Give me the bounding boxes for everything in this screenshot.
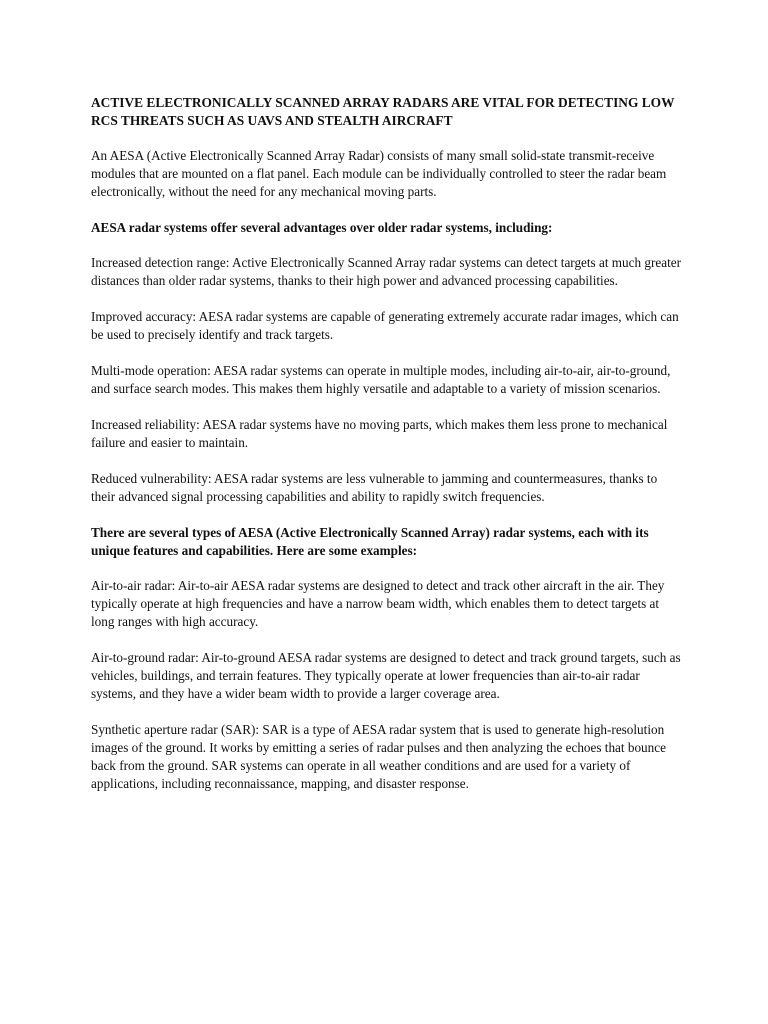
advantage-multi-mode-operation: Multi-mode operation: AESA radar systems can operate in multiple modes, including air-to-air, air-to-ground, and surface search modes. This makes them highly versatile and adaptable to a variety of mission scenarios. [91, 363, 671, 396]
advantage-reduced-vulnerability: Reduced vulnerability: AESA radar systems are less vulnerable to jamming and countermeasures, thanks to their advanced signal processing capabilities and ability to rapidly switch frequencies. [91, 471, 658, 504]
type-air-to-air-radar: Air-to-air radar: Air-to-air AESA radar systems are designed to detect and track other aircraft in the air. They typically operate at high frequencies and have a narrow beam width, which enables them to detect targets at long ranges with high accuracy. [91, 578, 665, 629]
document-title: ACTIVE ELECTRONICALLY SCANNED ARRAY RADARS ARE VITAL FOR DETECTING LOW RCS THREATS SUCH AS UAVS AND STEALTH AIRCRAFT [91, 95, 675, 128]
types-heading: There are several types of AESA (Active Electronically Scanned Array) radar systems, each with its unique features and capabilities. Here are some examples: [91, 525, 649, 558]
type-air-to-ground-radar: Air-to-ground radar: Air-to-ground AESA radar systems are designed to detect and track ground targets, such as vehicles, buildings, and terrain features. They typically operate at lower frequencies than air-to-air radar systems, and they have a wider beam width to provide a larger coverage area. [91, 650, 681, 701]
advantage-increased-reliability: Increased reliability: AESA radar systems have no moving parts, which makes them less prone to mechanical failure and easier to maintain. [91, 417, 668, 450]
advantage-improved-accuracy: Improved accuracy: AESA radar systems are capable of generating extremely accurate radar images, which can be used to precisely identify and track targets. [91, 309, 679, 342]
document-body [91, 94, 681, 811]
type-synthetic-aperture-radar: Synthetic aperture radar (SAR): SAR is a type of AESA radar system that is used to generate high-resolution images of the ground. It works by emitting a series of radar pulses and then analyzing the echoes that bounce back from the ground. SAR systems can operate in all weather conditions and are used for a variety of applications, including reconnaissance, mapping, and disaster response. [91, 722, 666, 791]
advantages-heading: AESA radar systems offer several advantages over older radar systems, including: [91, 220, 553, 235]
intro-paragraph: An AESA (Active Electronically Scanned Array Radar) consists of many small solid-state transmit-receive modules that are mounted on a flat panel. Each module can be individually controlled to steer the radar beam electronically, without the need for any mechanical moving parts. [91, 148, 667, 199]
advantage-detection-range: Increased detection range: Active Electronically Scanned Array radar systems can detect targets at much greater distances than older radar systems, thanks to their high power and advanced processing capabilities. [91, 255, 681, 288]
